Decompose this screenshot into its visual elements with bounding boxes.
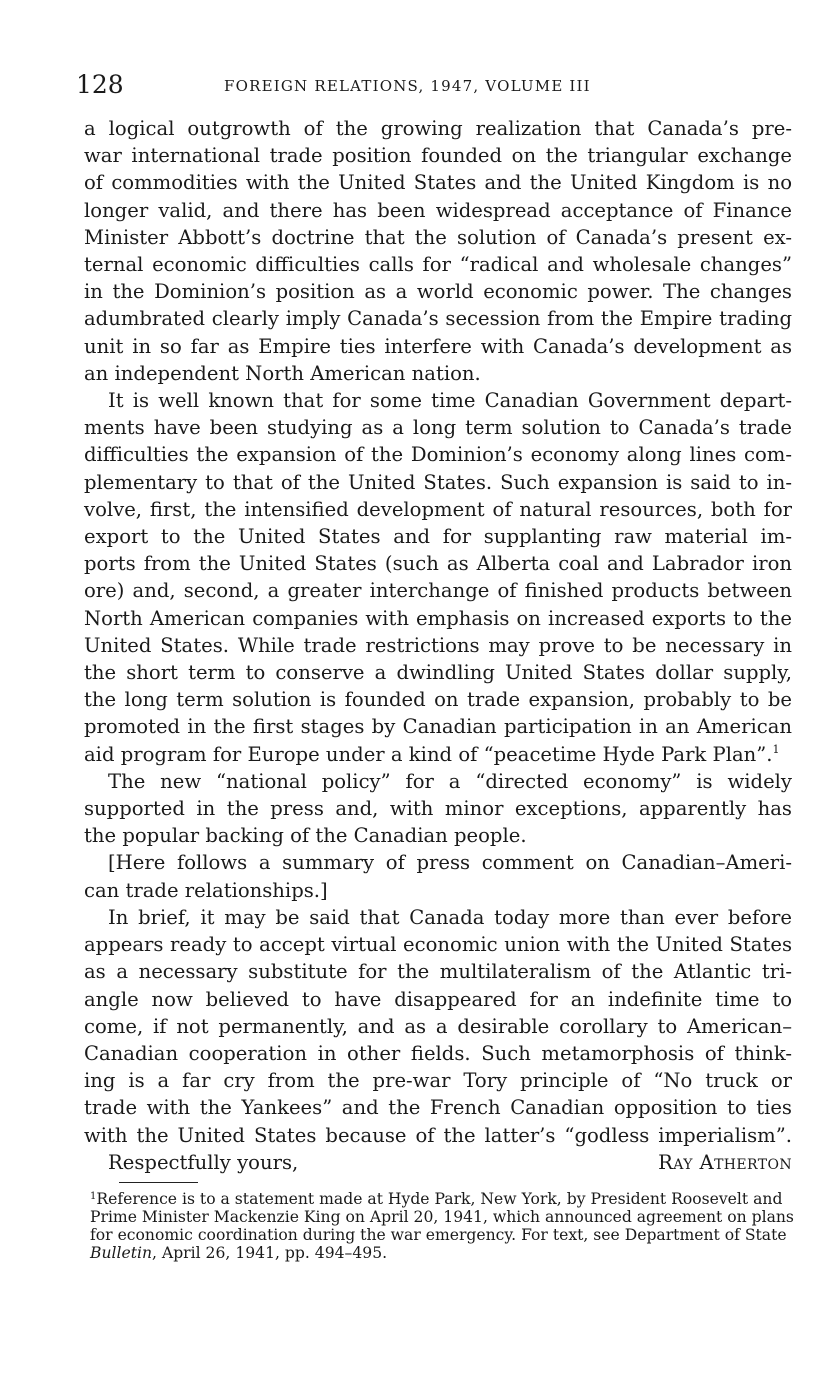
text-line: in the Dominion’s position as a world economic power. The changes	[84, 280, 792, 304]
text-line: In brief, it may be said that Canada today more than ever before	[108, 905, 792, 929]
text-line: the long term solution is founded on trade expansion, probably to be	[84, 688, 792, 712]
text-line: Minister Abbott’s doctrine that the solution of Canada’s present ex-	[84, 225, 792, 249]
text-line: adumbrated clearly imply Canada’s secession from the Empire trading	[84, 307, 792, 331]
text-line: ore) and, second, a greater interchange of finished products between	[84, 579, 792, 603]
text-line: the popular backing of the Canadian people.	[84, 824, 527, 848]
running-head	[76, 68, 794, 104]
text-line: supported in the press and, with minor exceptions, apparently has	[84, 797, 792, 821]
closing-block	[84, 1149, 792, 1176]
text-line: It is well known that for some time Canadian Government depart-	[108, 389, 792, 413]
text-line	[84, 741, 792, 768]
text-line: promoted in the first stages by Canadian participation in an American	[84, 715, 792, 739]
text-line: trade with the Yankees” and the French Canadian opposition to ties	[84, 1096, 792, 1120]
text-line: of commodities with the United States and the United Kingdom is no	[84, 171, 792, 195]
paragraph-5	[84, 904, 792, 1149]
running-head-title: FOREIGN RELATIONS, 1947, VOLUME III	[224, 77, 591, 95]
footnote-publication-title: Bulletin	[90, 1244, 153, 1262]
paragraph-3	[84, 768, 792, 850]
text-line: North American companies with emphasis on increased exports to the	[84, 606, 792, 630]
text-line: appears ready to accept virtual economic union with the United States	[84, 933, 792, 957]
footnote-text: Reference is to a statement made at Hyde Park, New York, by President Roosevelt and Prime Minister Mackenzie King on April 20, 1941, which announced agreement on plans for economic coordination during the war emergency. For text, see Department of State	[90, 1190, 794, 1244]
paragraph-1	[84, 115, 792, 387]
paragraph-4-editorial-note	[84, 849, 792, 903]
closing-salutation: Respectfully yours,	[108, 1150, 299, 1174]
text-line: The new “national policy” for a “directed economy” is widely	[108, 769, 792, 793]
text-line: with the United States because of the latter’s “godless imperialism”.	[84, 1123, 792, 1147]
text-line: ternal economic difficulties calls for “radical and wholesale changes”	[84, 253, 792, 277]
text-line: export to the United States and for supplanting raw material im-	[84, 525, 792, 549]
text-line: difficulties the expansion of the Dominion’s economy along lines com-	[84, 443, 792, 467]
text-line: an independent North American nation.	[84, 361, 481, 385]
footnote	[90, 1190, 794, 1262]
footnote-marker: 1	[90, 1191, 97, 1202]
text-line: plementary to that of the United States. Such expansion is said to in-	[84, 470, 792, 494]
text-line: as a necessary substitute for the multilateralism of the Atlantic tri-	[84, 960, 792, 984]
page-number: 128	[76, 70, 124, 99]
text-line: ports from the United States (such as Alberta coal and Labrador iron	[84, 552, 792, 576]
paragraph-2	[84, 387, 792, 768]
footnote-citation: , April 26, 1941, pp. 494–495.	[152, 1244, 388, 1262]
text-line: ments have been studying as a long term solution to Canada’s trade	[84, 416, 792, 440]
text-line: come, if not permanently, and as a desirable corollary to American–	[84, 1014, 792, 1038]
text-line: volve, first, the intensified development of natural resources, both for	[84, 497, 792, 521]
text-line: a logical outgrowth of the growing realization that Canada’s pre-	[84, 117, 792, 140]
text-line: United States. While trade restrictions may prove to be necessary in	[84, 633, 792, 657]
text-line: war international trade position founded on the triangular exchange	[84, 144, 792, 168]
text-line: longer valid, and there has been widespread acceptance of Finance	[84, 198, 792, 222]
text-line: [Here follows a summary of press comment on Canadian–Ameri-	[108, 851, 792, 875]
signature: Ray Atherton	[658, 1150, 792, 1174]
text-line: can trade relationships.]	[84, 878, 328, 902]
text-line: unit in so far as Empire ties interfere with Canada’s development as	[84, 334, 792, 358]
text-line: angle now believed to have disappeared for an indefinite time to	[84, 987, 792, 1011]
body-text	[84, 115, 792, 1176]
text-line: Canadian cooperation in other fields. Such metamorphosis of think-	[84, 1041, 792, 1065]
footnote-divider	[119, 1182, 198, 1183]
text-line: the short term to conserve a dwindling United States dollar supply,	[84, 661, 792, 685]
text-line: ing is a far cry from the pre-war Tory principle of “No truck or	[84, 1069, 792, 1093]
footnote-reference[interactable]: 1	[772, 742, 780, 756]
text-line-content: aid program for Europe under a kind of “peacetime Hyde Park Plan”.	[84, 742, 773, 766]
